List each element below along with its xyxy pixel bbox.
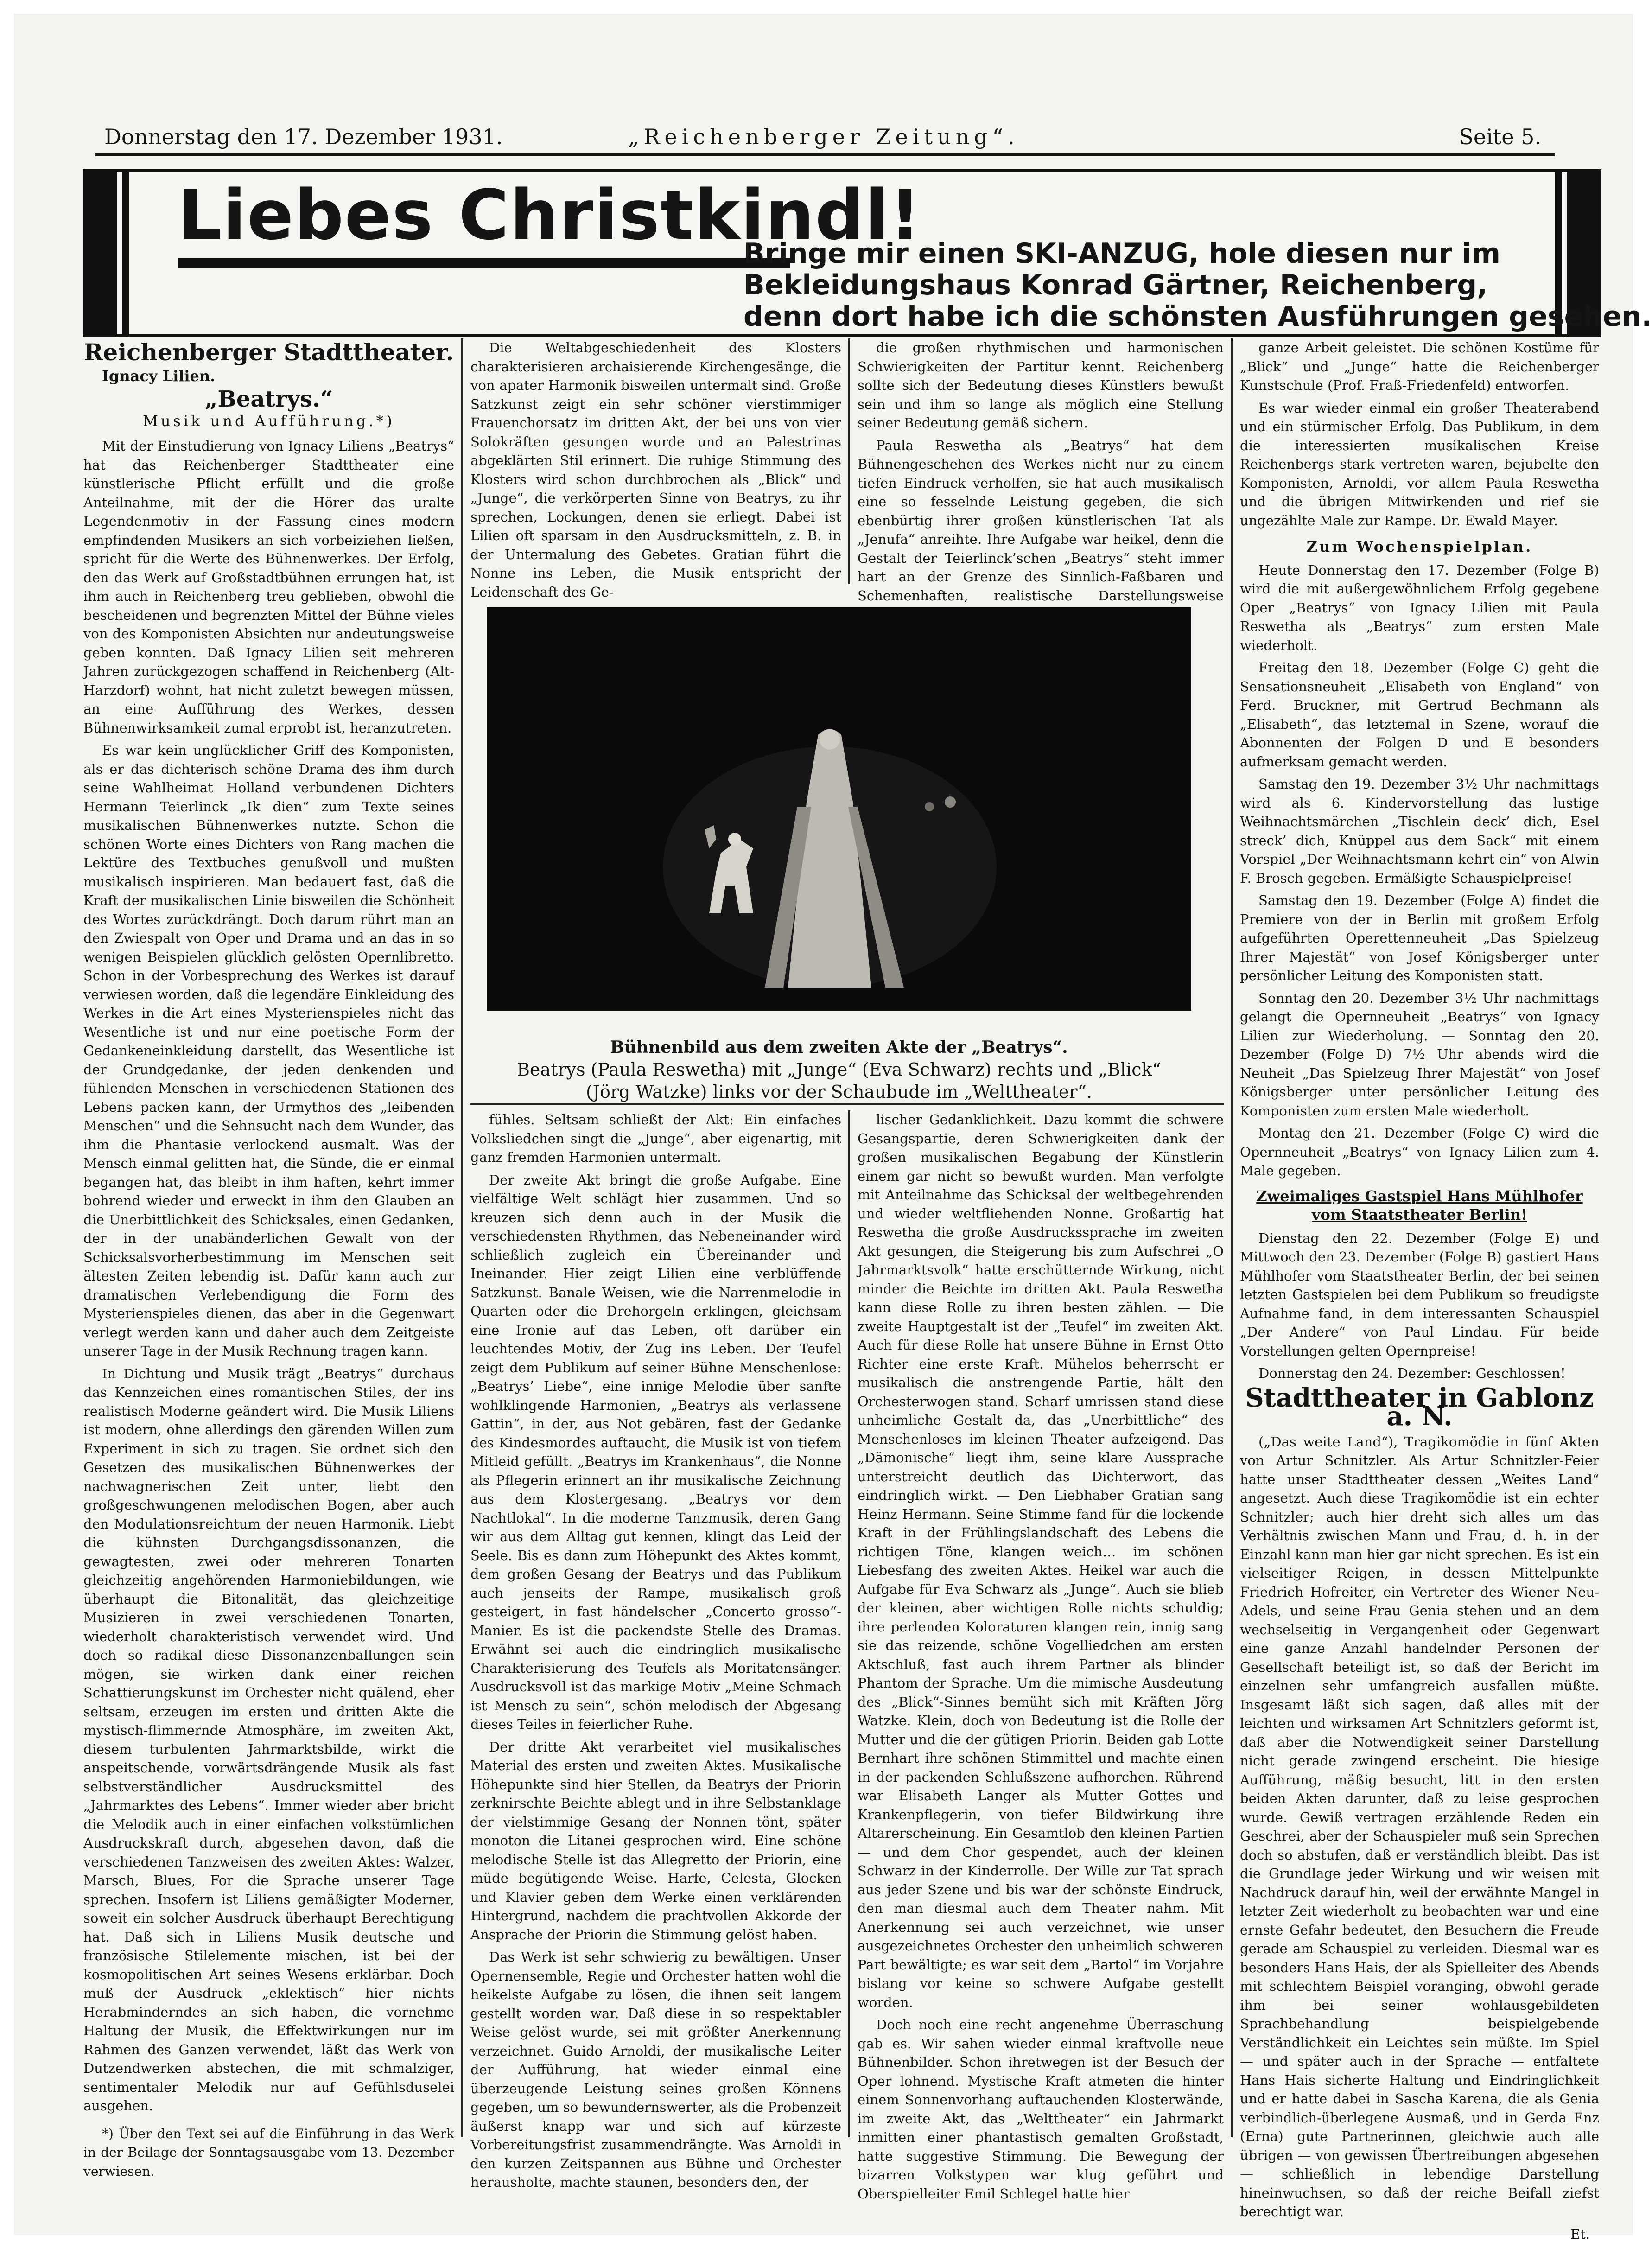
column-2-top bbox=[470, 338, 841, 600]
footnote: *) Über den Text sei auf die Einführung in das Werk in der Beilage der Sonntagsausgabe vom 13. Dezember verwiesen. bbox=[83, 2126, 454, 2179]
paragraph: fühles. Seltsam schließt der Akt: Ein einfaches Volksliedchen singt die „Junge“, aber eigenartig, mit ganz fremden Harmonien untermalt. bbox=[470, 1112, 841, 1165]
paragraph: Samstag den 19. Dezember (Folge A) findet die Premiere von der in Berlin mit großem Erfolg aufgeführten Operettenneuheit „Das Spielzeug Ihrer Majestät“ von Josef Königsberger unter persönlicher Leitung des Komponisten statt. bbox=[1240, 892, 1599, 983]
ad-left-bar bbox=[85, 172, 117, 334]
paragraph: („Das weite Land“), Tragikomödie in fünf Akten von Artur Schnitzler. Als Artur Schnitzler-Feier hatte unser Stadttheater dessen „Weites Land“ angesetzt. Auch diese Tragikomödie ist ein echter Schnitzler; auch hier dreht sich alles um das Verhältnis zwischen Mann und Frau, d. h. in der Einzahl kann man hier gar nicht sprechen. Es ist ein vielseitiger Reigen, in dessen Mittelpunkte Friedrich Hofreiter, ein Vertreter des Wiener Neu-Adels, und seine Frau Genia stehen und an dem wechselseitig in Vergangenheit oder Gegenwart eine ganze Anzahl handelnder Personen der Gesellschaft beteiligt ist, so daß der Bericht im einzelnen sehr umfangreich ausfallen müßte. Insgesamt läßt sich sagen, daß alles mit der leichten und wirksamen Art Schnitzlers geformt ist, daß aber die Notwendigkeit seiner Darstellung nicht gerade zwingend erscheint. Die hiesige Aufführung, mäßig besucht, litt in den ersten beiden Akten darunter, daß zu leise gesprochen wurde. Gewiß vertragen erzählende Reden ein Geschrei, aber der Schauspieler muß sein Sprechen doch so abstufen, daß er verständlich bleibt. Das ist die Grundlage jeder Wirkung und wir weisen mit Nachdruck darauf hin, weil der erwähnte Mangel in letzter Zeit wiederholt zu beobachten war und eine ernste Gefahr bedeutet, den Besuchern die Freude gerade am Schauspiel zu verleiden. Diesmal war es besonders Hans Hais, der als Spielleiter des Abends mit schlechtem Beispiel voranging, obwohl gerade ihm bei seiner wohlausgebildeten Sprachbehandlung beispielgebende Verständlichkeit ein Leichtes sein müßte. Im Spiel — und später auch in der Sprache — entfaltete Hans Hais sicherte Haltung und Eindringlichkeit und er hatte dabei in Sascha Karena, die als Genia verbindlich-überlegene Ausmaß, und in Gerda Enz (Erna) gute Partnerinnen, gleichwie auch alle übrigen — von gewissen Übertreibungen abgesehen — schließlich in lebendige Darstellung hineinwuchsen, so daß der reiche Beifall ziefst berechtigt war. bbox=[1240, 1433, 1599, 2219]
header-date: Donnerstag den 17. Dezember 1931. bbox=[104, 124, 503, 149]
running-header bbox=[95, 121, 1555, 156]
stage-scene-image bbox=[487, 607, 1191, 1011]
ad-headline: Liebes Christkindl! bbox=[178, 175, 922, 255]
paragraph: Das Werk ist sehr schwierig zu bewältigen. Unser Opernensemble, Regie und Orchester hatten wohl die heikelste Aufgabe zu lösen, die ihnen seit langem gestellt worden war. Daß diese in so respektabler Weise gelöst wurde, sei mit größter Anerkennung verzeichnet. Guido Arnoldi, der musikalische Leiter der Aufführung, hat wieder einmal eine überzeugende Leistung seines großen Könnens gegeben, um so bewundernswerter, als die Probenzeit äußerst knapp war und sich auf kürzeste Vorbereitungsfrist zusammendrängte. Was Arnoldi in den kurzen Zeitspannen aus Bühne und Orchester herausholte, machte staunen, besonders den, der bbox=[470, 1949, 841, 2190]
ad-text-line-2: Bekleidungshaus Konrad Gärtner, Reichenberg, bbox=[743, 269, 1487, 301]
column-3-top bbox=[858, 338, 1224, 604]
photo-caption bbox=[477, 1036, 1201, 1103]
column-divider bbox=[461, 338, 463, 2137]
paragraph: Heute Donnerstag den 17. Dezember (Folge B) wird die mit außergewöhnlichem Erfolg gegebene Oper „Beatrys“ von Ignacy Lilien mit Paula Reswetha als „Beatrys“ zum ersten Male wiederholt. bbox=[1240, 562, 1599, 653]
paragraph: Es war kein unglücklicher Griff des Komponisten, als er das dichterisch schöne Drama des ihm durch seine Wahlheimat Holland verbundenen Dichters Hermann Teierlinck „Ik dien“ zum Texte seines musikalischen Bühnenwerkes nutzte. Schon die schönen Worte eines Dichters von Rang machen die Lektüre des Textbuches genußvoll und mußten musikalisch inspirieren. Man bedauert fast, daß die Kraft der musikalischen Linie bisweilen die Schönheit des Wortes zurückdrängt. Doch darum rührt man an den Zwiespalt von Oper und Drama und an das in so wenigen Beispielen glücklich gelösten Opernlibretto. Schon in der Vorbesprechung des Werkes ist darauf verwiesen worden, daß die legendäre Einkleidung des Werkes in die Art eines Mysterienspieles nicht das Wesentliche ist und nur eine poetische Form der Gedankeneinkleidung darstellt, das Wesentliche ist der Grundgedanke, der jeden denkenden und fühlenden Menschen in verschiedenen Stationen des Lebens packen kann, der Urmythos des „leibenden Menschen“ und die Sehnsucht nach dem Wunder, das ihm die Phantasie verlockend ausmalt. Was der Mensch einmal gelitten hat, die Sünde, die er einmal begangen hat, das bleibt in ihm haften, kehrt immer bohrend wieder und erweckt in ihm den Glauben an die Unerbittlichkeit des Schicksales, einen Gedanken, der in der unabänderlichen Gewalt von der Schicksalsvorherbestimmung im Menschen seit ältesten Zeiten lebendig ist. Dafür kann auch zur dramatischen Verlebendigung die Form des Mysterienspieles dienen, das aber in die Gegenwart verlegt werden kann und daher auch dem Zeitgeiste unserer Tage in der Musik Rechnung tragen kann. bbox=[83, 742, 454, 1359]
paragraph: Sonntag den 20. Dezember 3½ Uhr nachmittags gelangt die Opernneuheit „Beatrys“ von Ignacy Lilien zur Wiederholung. — Sonntag den 20. Dezember (Folge D) 7½ Uhr abends wird die Neuheit „Das Spielzeug Ihrer Majestät“ von Josef Königsberger unter persönlicher Leitung des Komponisten zum ersten Male wiederholt. bbox=[1240, 990, 1599, 1119]
stage-photograph bbox=[487, 607, 1191, 1011]
column-divider bbox=[1231, 338, 1233, 2137]
column-3-bottom bbox=[858, 1110, 1224, 2202]
ad-left-thin-bar bbox=[122, 172, 129, 334]
ad-text-line-3: denn dort habe ich die schönsten Ausführungen gesehen. bbox=[743, 300, 1652, 333]
ad-text-line-1: Bringe mir einen SKI-ANZUG, hole diesen nur im bbox=[743, 237, 1501, 270]
caption-line-2: (Jörg Watzke) links vor der Schaubude im „Welttheater“. bbox=[585, 1082, 1093, 1102]
paragraph: Der zweite Akt bringt die große Aufgabe. Eine vielfältige Welt schlägt hier zusammen. Und so kreuzen sich denn auch in der Musik die verschiedensten Rhythmen, das Nebeneinander wird schließlich zugleich ein Übereinander und Ineinander. Hier zeigt Lilien eine verblüffende Satzkunst. Banale Weisen, wie die Narrenmelodie in Quarten oder die Drehorgeln erklingen, gleichsam eine Ironie auf das Leben, oft darüber ein leuchtendes Motiv, der Zug ins Leben. Der Teufel zeigt dem Publikum auf seiner Bühne Menschenlose: „Beatrys’ Liebe“, eine innige Melodie über sanfte wohlklingende Harmonien, „Beatrys als verlassene Gattin“, in der, aus Not gebären, fast der Gedanke des Kindesmordes auftaucht, die Musik ist von tiefem Mitleid gefüllt. „Beatrys im Krankenhaus“, die Nonne als Pflegerin erinnert an ihr musikalische Zeichnung aus dem Klostergesang. „Beatrys vor dem Nachtlokal“. In die moderne Tanzmusik, deren Gang wir aus dem Alltag gut kennen, klingt das Leid der Seele. Bis es dann zum Höhepunkt des Aktes kommt, dem großen Gesang der Beatrys und das Publikum auch jenseits der Rampe, musikalisch groß gesteigert, in fast händelscher „Concerto grosso“-Manier. Es ist die packendste Stelle des Dramas. Erwähnt sei auch die eindringlich musikalische Charakterisierung des Teufels als Moritatensänger. Ausdrucksvoll ist das markige Motiv „Meine Schmach ist Mensch zu sein“, schön melodisch der Abgesang dieses Teiles in feierlicher Ruhe. bbox=[470, 1172, 841, 1732]
paragraph: ganze Arbeit geleistet. Die schönen Kostüme für „Blick“ und „Junge“ hatte die Reichenberger Kunstschule (Prof. Fraß-Friedenfeld) entworfen. bbox=[1240, 340, 1599, 393]
paragraph: Montag den 21. Dezember (Folge C) wird die Opernneuheit „Beatrys“ von Ignacy Lilien zum 4. Male gegeben. bbox=[1240, 1125, 1599, 1179]
column-4 bbox=[1240, 338, 1599, 2242]
paragraph: Es war wieder einmal ein großer Theaterabend und ein stürmischer Erfolg. Das Publikum, in dem die interessierten musikalischen Kreise Reichenbergs stark vertreten waren, bejubelte den Komponisten, Arnoldi, vor allem Paula Reswetha und die übrigen Mitwirkenden und rief sie ungezählte Male zur Rampe. Dr. Ewald Mayer. bbox=[1240, 400, 1599, 529]
review-signature: Et. bbox=[1570, 2226, 1590, 2242]
section-heading-gastspiel: Zweimaliges Gastspiel Hans Mühlhofer vom Staatstheater Berlin! bbox=[1256, 1187, 1583, 1223]
paragraph: Die Weltabgeschiedenheit des Klosters charakterisieren archaisierende Kirchengesänge, die von apater Harmonik bisweilen untermalt sind. Große Satzkunst zeigt ein sehr schöner vierstimmiger Frauenchorsatz im dritten Akt, der bei uns von vier Solokräften gesungen wurde und an Palestrinas abgeklärten Stil erinnert. Die ruhige Stimmung des Klosters wird schon durchbrochen als „Blick“ und „Junge“, die verkörperten Sinne von Beatrys, zu ihr sprechen, Lockungen, denen sie erliegt. Dabei ist Lilien oft sparsam in den Ausdrucksmitteln, z. B. in der Untermalung des Gebetes. Gratian führt die Nonne ins Leben, die Musik entspricht der Leidenschaft des Ge- bbox=[470, 340, 841, 600]
header-page-number: Seite 5. bbox=[1459, 124, 1541, 149]
column-1-theater-review bbox=[83, 338, 454, 2179]
paragraph: Dienstag den 22. Dezember (Folge E) und Mittwoch den 23. Dezember (Folge B) gastiert Hans Mühlhofer vom Staatstheater Berlin, der bei seinen letzten Gastspielen bei dem Publikum so freudigste Aufnahme fand, in dem interessanten Schauspiel „Der Andere“ von Paul Lindau. Für beide Vorstellungen gelten Opernpreise! bbox=[1240, 1230, 1599, 1359]
review-subtitle: Musik und Aufführung.*) bbox=[143, 412, 395, 430]
review-title: „Beatrys.“ bbox=[204, 386, 333, 412]
caption-line-1: Beatrys (Paula Reswetha) mit „Junge“ (Eva Schwarz) rechts und „Blick“ bbox=[517, 1059, 1161, 1080]
caption-title: Bühnenbild aus dem zweiten Akte der „Beatrys“. bbox=[610, 1038, 1068, 1057]
column-divider bbox=[848, 1110, 850, 2137]
header-newspaper-name: „Reichenberger Zeitung“. bbox=[628, 124, 1019, 149]
paragraph: Donnerstag den 24. Dezember: Geschlossen! bbox=[1258, 1365, 1566, 1381]
section-heading-stadttheater: Reichenberger Stadttheater. bbox=[83, 338, 454, 366]
ad-headline-rule bbox=[178, 258, 790, 268]
review-author: Ignacy Lilien. bbox=[102, 367, 216, 385]
caption-rule bbox=[470, 1103, 1224, 1105]
paragraph: In Dichtung und Musik trägt „Beatrys“ durchaus das Kennzeichen eines romantischen Stiles, der ins realistisch Moderne geändert wird. Die Musik Liliens ist modern, ohne allerdings den gärenden Willen zum Experiment in sich zu tragen. Sie ordnet sich den Gesetzen des musikalischen Bühnenwerkes der nachwagnerischen Zeit unter, liebt den großgeschwungenen melodischen Bogen, aber auch den Modulationsreichtum der neuen Harmonik. Liebt die kühnsten Durchgangsdissonanzen, die gewagtesten, zwei oder mehreren Tonarten gleichzeitig angehörenden Harmoniebildungen, wie überhaupt die Bitonalität, das gleichzeitige Musizieren in zwei verschiedenen Tonarten, wiederholt charakteristisch verwendet wird. Und doch so radikal diese Dissonanzenballungen sein mögen, sie wirken dank einer reichen Schattierungskunst im Orchester nicht quälend, eher seltsam, erzeugen im ersten und dritten Akte die mystisch-flimmernde Atmosphäre, im zweiten Akt, diesem turbulenten Jahrmarktsbilde, wirkt die anspeitschende, vorwärtsdrängende Musik als fast selbstverständlicher Ausdrucksmittel des „Jahrmarktes des Lebens“. Immer wieder aber bricht die Melodik auch in einer einfachen volkstümlichen Ausdruckskraft durch, abgesehen davon, daß die verschiedenen Tanzweisen des zweiten Aktes: Walzer, Marsch, Blues, For die Sprache unserer Tage sprechen. Insofern ist Liliens gemäßigter Moderner, soweit ein solcher Ausdruck überhaupt Berechtigung hat. Daß sich in Liliens Musik deutsche und französische Stilelemente mischen, ist bei der kosmopolitischen Art seines Wesens erklärbar. Doch muß der Ausdruck „eklektisch“ hier nichts Herabminderndes an sich haben, die vornehme Haltung der Musik, die Effektwirkungen nur im Rahmen des Ganzen verwendet, läßt das Werk von Dutzendwerken abstechen, die mit schmalziger, sentimentaler Melodik nur auf Gefühlsduselei ausgehen. bbox=[83, 1365, 454, 2114]
advertisement-banner bbox=[83, 169, 1652, 337]
paragraph: Freitag den 18. Dezember (Folge C) geht die Sensationsneuheit „Elisabeth von England“ von Ferd. Bruckner, mit Gertrud Bechmann als „Elisabeth“, das letztemal in Szene, worauf die Abonnenten der Folgen D und E besonders aufmerksam gemacht werden. bbox=[1240, 660, 1599, 770]
newspaper-page bbox=[14, 14, 1652, 2242]
section-heading-gablonz: Stadttheater in Gablonz a. N. bbox=[1245, 1382, 1594, 1432]
column-2-bottom bbox=[470, 1110, 841, 2190]
paragraph: Mit der Einstudierung von Ignacy Liliens „Beatrys“ hat das Reichenberger Stadttheater eine künstlerische Pflicht erfüllt und die große Anteilnahme, mit der die Hörer das uralte Legendenmotiv in der Fassung eines modern empfindenden Musikers an sich vorbeiziehen ließen, spricht für die Werte des Bühnenwerkes. Der Erfolg, den das Werk auf Großstadtbühnen errungen hat, ist ihm auch in Reichenberg treu geblieben, obwohl die bescheidenen und begrenzten Mittel der Bühne vieles von des Komponisten Absichten nur andeutungsweise geben konnten. Daß Ignacy Lilien seit mehreren Jahren zurückgezogen schaffend in Reichenberg (Alt-Harzdorf) wohnt, hat nicht zuletzt bewegen müssen, an eine Aufführung des Werkes, dessen Bühnenwirksamkeit zumal erprobt ist, heranzutreten. bbox=[83, 438, 454, 736]
paragraph: Samstag den 19. Dezember 3½ Uhr nachmittags wird als 6. Kindervorstellung das lustige Weihnachtsmärchen „Tischlein deck’ dich, Esel streck’ dich, Knüppel aus dem Sack“ mit einem Vorspiel „Der Weihnachtsmann kehrt ein“ von Alwin F. Brosch gegeben. Ermäßigte Schauspielpreise! bbox=[1240, 776, 1599, 886]
paragraph: Doch noch eine recht angenehme Überraschung gab es. Wir sahen wieder einmal kraftvolle neue Bühnenbilder. Schon ihretwegen ist der Besuch der Oper lohnend. Mystische Kraft atmeten die hinter einem Sonnenvorhang auftauchenden Klosterwände, im zweite Akt, das „Welttheater“ ein Jahrmarkt inmitten einer phantastisch gemalten Großstadt, hatte suggestive Stimmung. Die Bewegung der bizarren Volkstypen war klug geführt und Oberspielleiter Emil Schlegel hatte hier bbox=[858, 2017, 1224, 2202]
section-heading-wochenspielplan: Zum Wochenspielplan. bbox=[1306, 538, 1533, 555]
paragraph: die großen rhythmischen und harmonischen Schwierigkeiten der Partitur kennt. Reichenberg sollte sich der Bedeutung dieses Künstlers bewußt sein und ihm so lange als möglich eine Stellung seiner Bedeutung gemäß sichern. bbox=[858, 340, 1224, 431]
paragraph: lischer Gedanklichkeit. Dazu kommt die schwere Gesangspartie, deren Schwierigkeiten dank der großen musikalischen Begabung der Künstlerin einem gar nicht so bewußt wurden. Man verfolgte mit Anteilnahme das Schicksal der weltbegehrenden und wieder weltfliehenden Nonne. Großartig hat Reswetha die große Ausdruckssprache im zweiten Akt gesungen, die Steigerung bis zum Aufschrei „O Jahrmarktsvolk“ hatte erschütternde Wirkung, nicht minder die Beichte im dritten Akt. Paula Reswetha kann diese Rolle zu ihren besten zählen. — Die zweite Hauptgestalt ist der „Teufel“ im zweiten Akt. Auch für diese Rolle hat unsere Bühne in Ernst Otto Richter eine erste Kraft. Mühelos beherrscht er musikalisch die anstrengende Partie, hält den Orchesterwogen stand. Scharf umrissen stand diese unheimliche Gestalt da, das „Unerbittliche“ des Menschenloses im kleinen Theater aufzeigend. Das „Dämonische“ liegt ihm, seine klare Aussprache unterstreicht deutlich das Dichterwort, das eindringlich wirkt. — Den Liebhaber Gratian sang Heinz Hermann. Seine Stimme fand für die lockende Kraft in der Frühlingslandschaft des Lebens die richtigen Töne, klangen weich… im schönen Liebesfang des zweiten Aktes. Heikel war auch die Aufgabe für Eva Schwarz als „Junge“. Auch sie blieb der kleinen, aber wichtigen Rolle nichts schuldig; ihre perlenden Koloraturen klangen rein, innig sang sie das reizende, schöne Vogelliedchen am ersten Aktschluß, fast auch ihrem Partner als blinder Phantom der Sprache. Um die mimische Ausdeutung des „Blick“-Sinnes bemüht sich mit Kräften Jörg Watzke. Klein, doch von Bedeutung ist die Rolle der Mutter und die der gütigen Priorin. Beiden gab Lotte Bernhart ihre schönen Stimmittel und machte einen in der packenden Schlußszene aufhorchen. Rührend war Elisabeth Langer als Mutter Gottes und Krankenpflegerin, von tiefer Bildwirkung ihre Altarerscheinung. Ein Gesamtlob den kleinen Partien — und dem Chor gespendet, auch der kleinen Schwarz in der Kinderrolle. Der Wille zur Tat sprach aus jeder Szene und bis war der schönste Eindruck, den man diesmal auch dem Theater nahm. Mit Anerkennung sei auch verzeichnet, wie unser ausgezeichnetes Orchester den unheimlich schweren Part bewältigte; es war seit dem „Bartol“ im Vorjahre bislang vor keine so schwere Aufgabe gestellt worden. bbox=[858, 1112, 1224, 2010]
paragraph: Der dritte Akt verarbeitet viel musikalisches Material des ersten und zweiten Aktes. Musikalische Höhepunkte sind hier Stellen, da Beatrys der Priorin zerknirschte Beichte ablegt und in ihre Selbstanklage der vielstimmige Gesang der Nonnen tönt, später monoton die Litanei gesprochen wird. Eine schöne melodische Stelle ist das Allegretto der Priorin, eine müde begütigende Weise. Harfe, Celesta, Glocken und Klavier geben dem Werke einen verklärenden Hintergrund, nachdem die prachtvollen Akkorde der Ansprache der Priorin die Stimmung gelöst haben. bbox=[470, 1739, 841, 1943]
column-divider bbox=[848, 338, 850, 584]
paragraph: Paula Reswetha als „Beatrys“ hat dem Bühnengeschehen des Werkes nicht nur zu einem tiefen Eindruck verholfen, sie hat auch musikalisch eine so fesselnde Leistung gegeben, die sich ebenbürtig ihrer großen künstlerischen Tat als „Jenufa“ anreihte. Ihre Aufgabe war heikel, denn die Gestalt der Teierlinck’schen „Beatrys“ steht immer hart an der Grenze des Sinnlich-Faßbaren und Schemenhaften, realistische Darstellungsweise bbox=[858, 437, 1224, 604]
